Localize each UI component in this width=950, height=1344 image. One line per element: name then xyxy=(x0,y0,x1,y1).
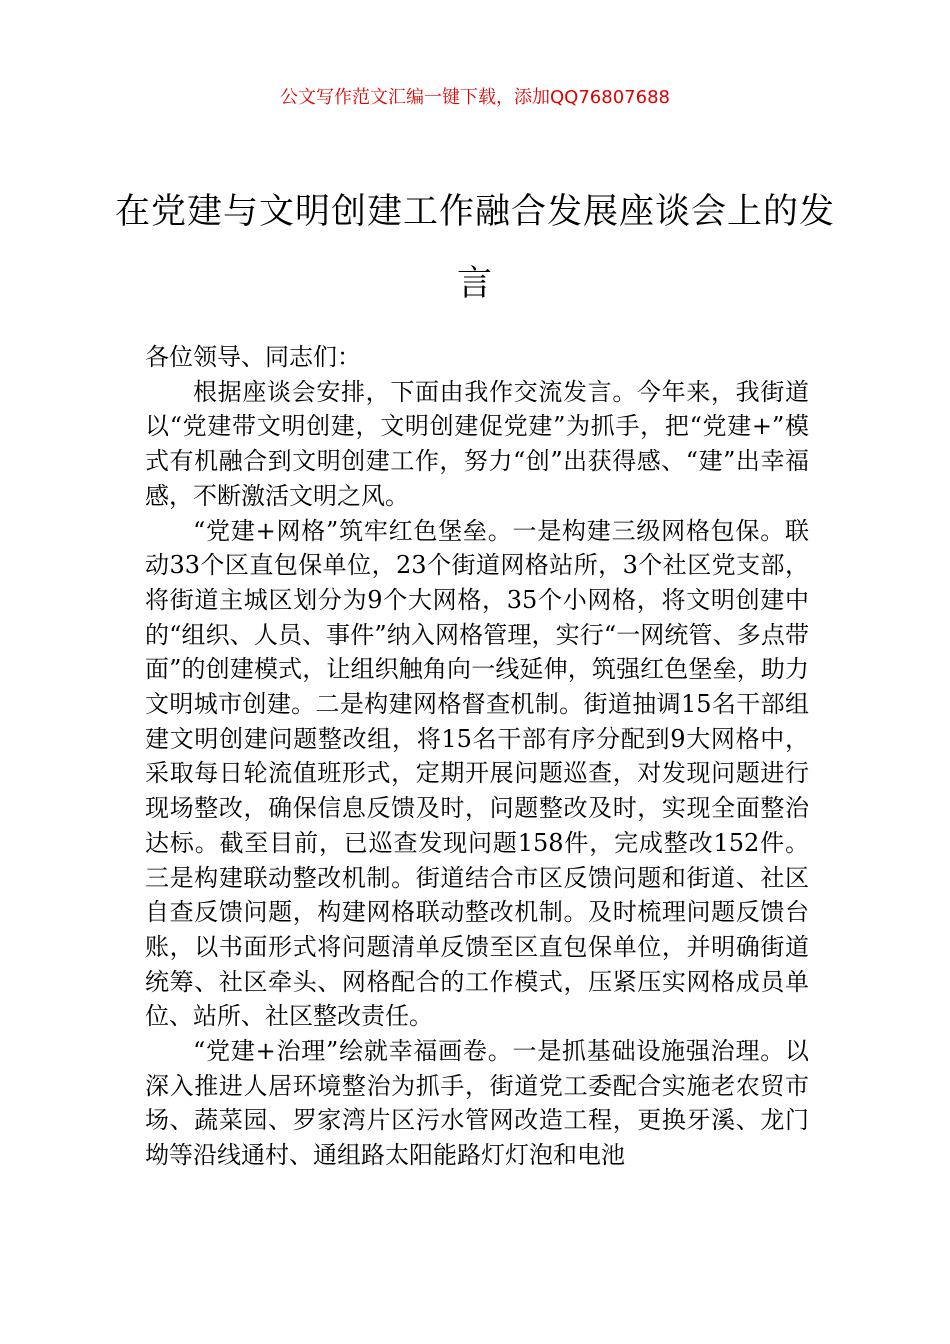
download-notice: 公文写作范文汇编一键下载，添加QQ76807688 xyxy=(280,87,670,108)
paragraph-party-governance: “党建+治理”绘就幸福画卷。一是抓基础设施强治理。以深入推进人居环境整治为抓手，街道党工委配合实施老农贸市场、蔬菜园、罗家湾片区污水管网改造工程，更换牙溪、龙门坳等沿线通村、通组路太阳能路灯灯泡和电池 xyxy=(145,1037,809,1170)
paragraph-party-grid: “党建+网格”筑牢红色堡垒。一是构建三级网格包保。联动33个区直包保单位，23个街道网格站所，3个社区党支部，将街道主城区划分为9个大网格，35个小网格，将文明创建中的“组织、人员、事件”纳入网格管理，实行“一网统管、多点带面”的创建模式，让组织触角向一线延伸，筑强红色堡垒，助力文明城市创建。二是构建网格督查机制。街道抽调15名干部组建文明创建问题整改组，将15名干部有序分配到9大网格中，采取每日轮流值班形式，定期开展问题巡查，对发现问题进行现场整改，确保信息反馈及时，问题整改及时，实现全面整治达标。截至目前，已巡查发现问题158件，完成整改152件。三是构建联动整改机制。街道结合市区反馈问题和街道、社区自查反馈问题，构建网格联动整改机制。及时梳理问题反馈台账，以书面形式将问题清单反馈至区直包保单位，并明确街道统筹、社区牵头、网格配合的工作模式，压紧压实网格成员单位、站所、社区整改责任。 xyxy=(145,516,809,1031)
document-body xyxy=(145,340,809,1173)
document-title: 在党建与文明创建工作融合发展座谈会上的发言 xyxy=(114,192,835,304)
paragraph-intro: 根据座谈会安排，下面由我作交流发言。今年来，我街道以“党建带文明创建，文明创建促党建”为抓手，把“党建+”模式有机融合到文明创建工作，努力“创”出获得感、“建”出幸福感，不断激活文明之风。 xyxy=(145,377,809,510)
greeting: 各位领导、同志们： xyxy=(145,343,361,371)
